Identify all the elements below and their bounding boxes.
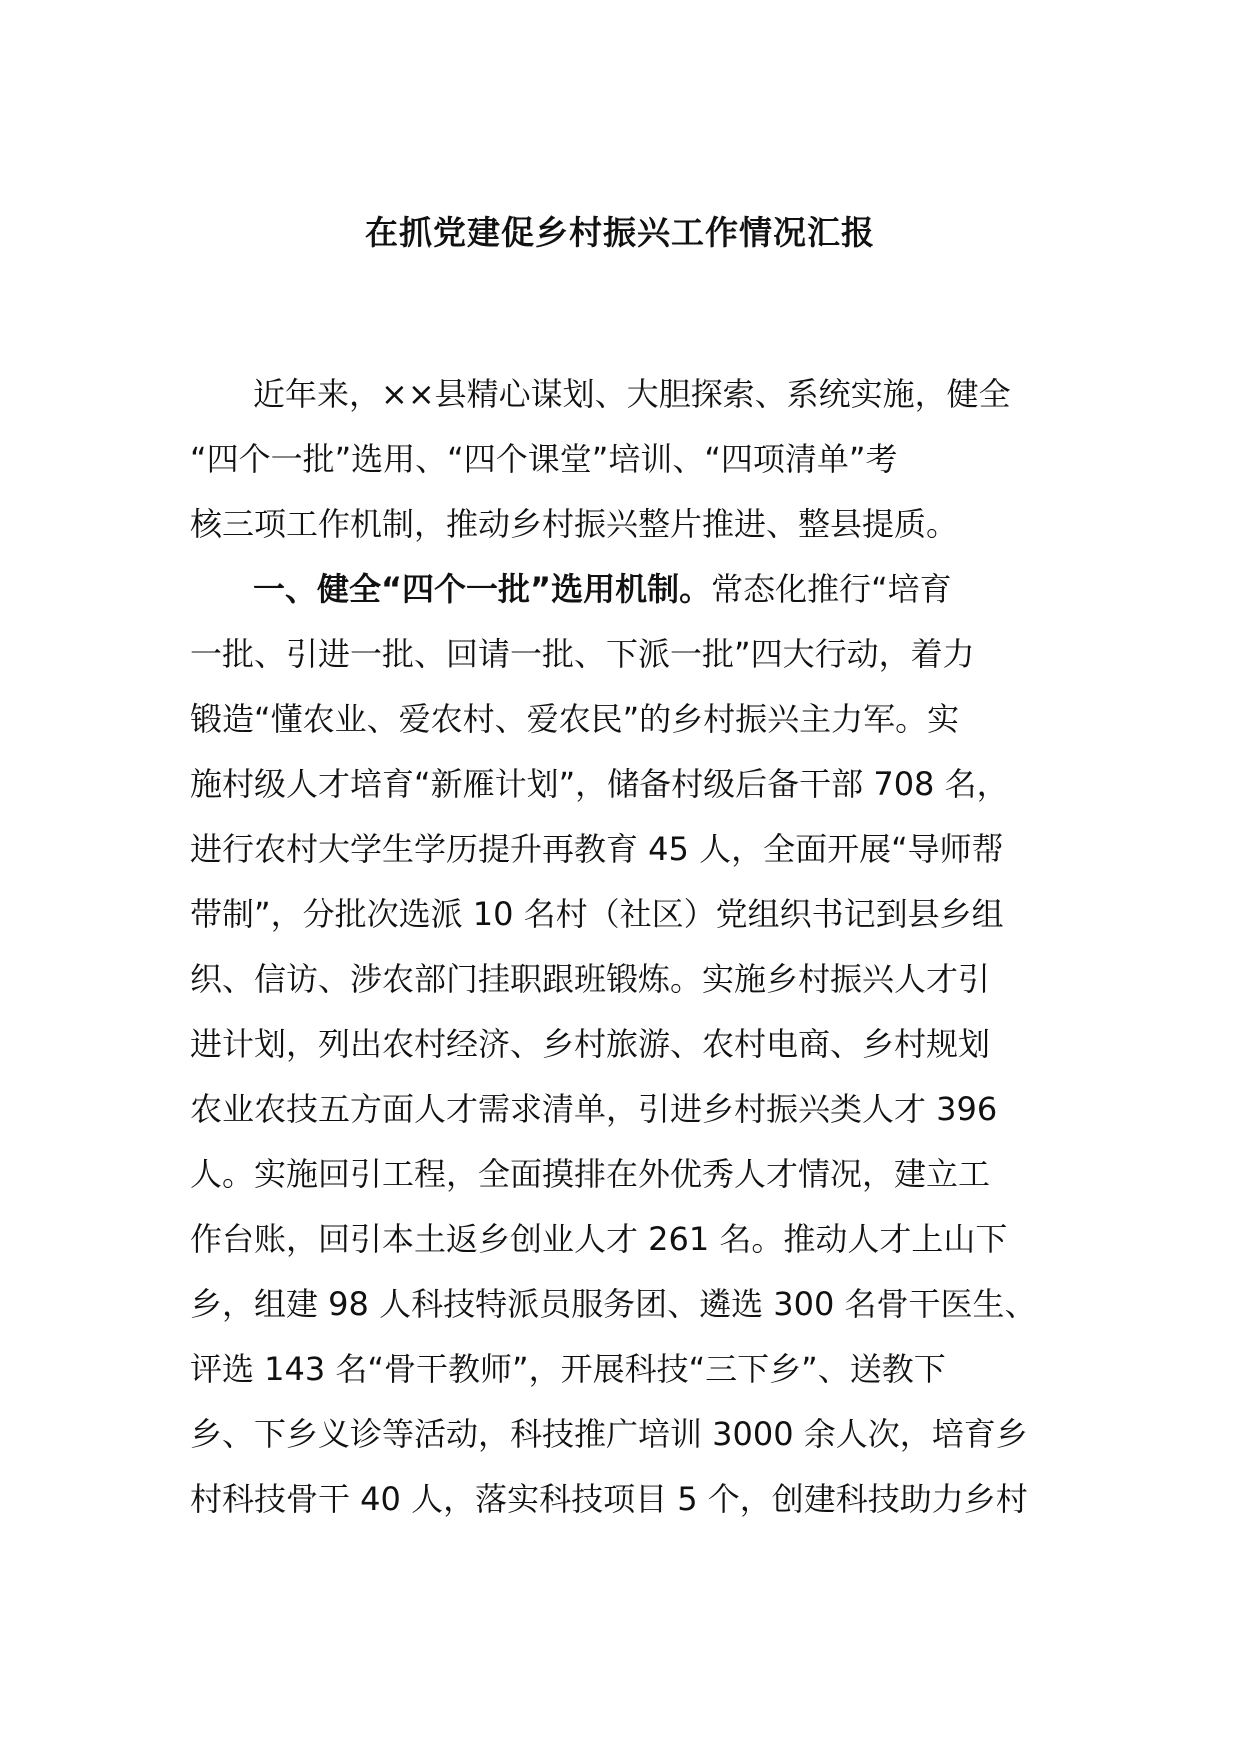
line-text: 乡，组建 98 人科技特派员服务团、遴选 300 名骨干医生、	[190, 1285, 1037, 1323]
line-text: 一批、引进一批、回请一批、下派一批”四大行动，着力	[190, 635, 975, 673]
line-text: “四个一批”选用、“四个课堂”培训、“四项清单”考	[190, 440, 898, 478]
body-line	[190, 1077, 1060, 1142]
document-title: 在抓党建促乡村振兴工作情况汇报	[365, 213, 875, 252]
line-text: 乡、下乡义诊等活动，科技推广培训 3000 余人次，培育乡	[190, 1415, 1028, 1453]
line-text: 施村级人才培育“新雁计划”，储备村级后备干部 708 名，	[190, 765, 1009, 803]
body-line	[190, 817, 1060, 882]
body-line	[190, 492, 1060, 557]
line-text: 进行农村大学生学历提升再教育 45 人，全面开展“导师帮	[190, 830, 1004, 868]
document-body	[190, 362, 1060, 1532]
line-text: 核三项工作机制，推动乡村振兴整片推进、整县提质。	[190, 505, 959, 543]
line-text: 织、信访、涉农部门挂职跟班锻炼。实施乡村振兴人才引	[190, 960, 991, 998]
line-text: 村科技骨干 40 人，落实科技项目 5 个，创建科技助力乡村	[190, 1480, 1028, 1518]
line-text: 锻造“懂农业、爱农村、爱农民”的乡村振兴主力军。实	[190, 700, 960, 738]
line-text: 人。实施回引工程，全面摸排在外优秀人才情况，建立工	[190, 1155, 991, 1193]
body-line	[190, 1402, 1060, 1467]
section-heading: 一、健全“四个一批”选用机制。	[253, 570, 712, 608]
line-text: 带制”，分批次选派 10 名村（社区）党组织书记到县乡组	[190, 895, 1004, 933]
body-line	[190, 1012, 1060, 1077]
body-line	[190, 427, 1060, 492]
line-text: 评选 143 名“骨干教师”，开展科技“三下乡”、送教下	[190, 1350, 946, 1388]
body-line	[190, 752, 1060, 817]
body-line	[190, 1207, 1060, 1272]
body-line	[190, 1337, 1060, 1402]
line-text: 农业农技五方面人才需求清单，引进乡村振兴类人才 396	[190, 1090, 998, 1128]
body-line	[190, 362, 1060, 427]
body-line	[190, 1467, 1060, 1532]
body-line	[190, 1142, 1060, 1207]
body-line	[190, 622, 1060, 687]
line-text: 进计划，列出农村经济、乡村旅游、农村电商、乡村规划	[190, 1025, 991, 1063]
line-text: 作台账，回引本土返乡创业人才 261 名。推动人才上山下	[190, 1220, 1008, 1258]
line-text: 近年来，××县精心谋划、大胆探索、系统实施，健全	[253, 375, 1011, 413]
body-line	[190, 947, 1060, 1012]
body-line	[190, 557, 1060, 622]
body-line	[190, 1272, 1060, 1337]
body-line	[190, 687, 1060, 752]
body-line	[190, 882, 1060, 947]
line-text: 常态化推行“培育	[711, 570, 952, 608]
